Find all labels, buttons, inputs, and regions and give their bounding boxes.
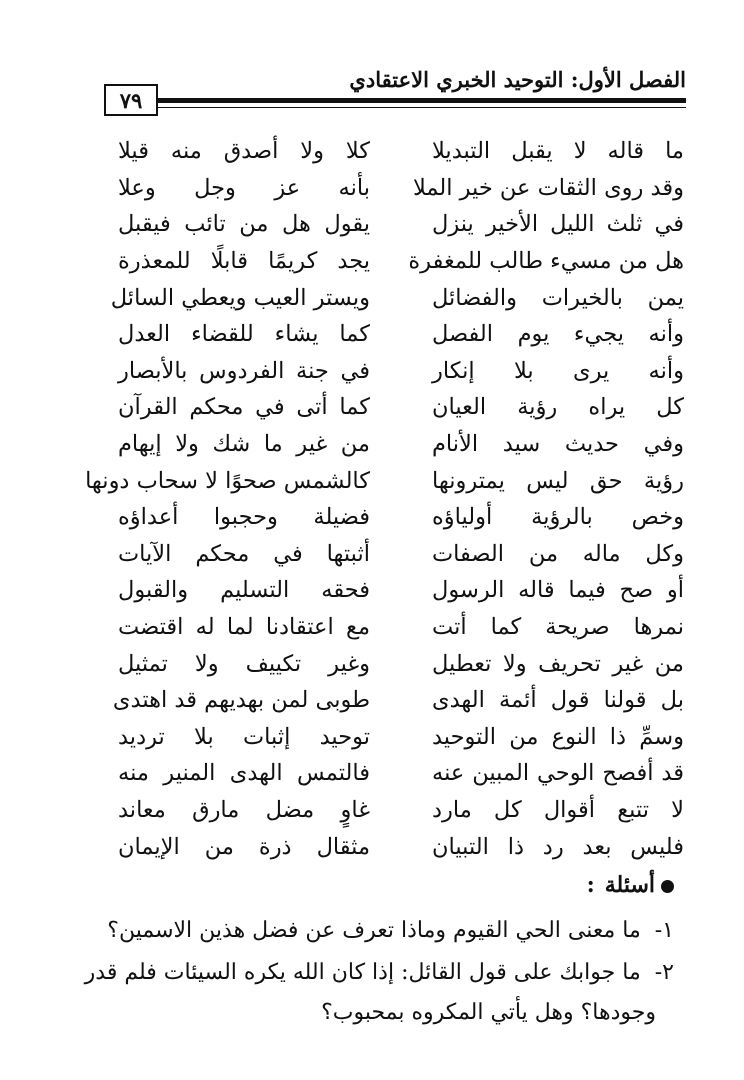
hemistich-left: توحيد إثبات بلا ترديد	[118, 723, 370, 750]
question-text: ما جوابك على قول القائل: إذا كان الله يكره السيئات فلم قدر	[84, 960, 641, 985]
hemistich-right: كل يراه رؤية العيان	[432, 394, 684, 421]
hemistich-left: مع اعتقادنا لما له اقتضت	[118, 614, 370, 641]
hemistich-right: بل قولنا قول أئمة الهدى	[432, 687, 684, 714]
question-1	[107, 918, 674, 943]
hemistich-left: فالتمس الهدى المنير منه	[118, 760, 370, 787]
header-rule-thin	[104, 107, 686, 108]
hemistich-right: وخص بالرؤية أولياؤه	[432, 504, 684, 531]
verse-row	[118, 316, 684, 353]
hemistich-right: هل من مسيء طالب للمغفرة	[408, 248, 684, 275]
question-number: ١-	[654, 918, 674, 943]
bullet-icon	[661, 880, 674, 893]
verse-row	[118, 206, 684, 243]
page-number: ٧٩	[104, 84, 158, 116]
verse-row	[118, 353, 684, 390]
poem	[85, 133, 684, 865]
hemistich-left: وغير تكييف ولا تمثيل	[118, 650, 370, 677]
hemistich-left: بأنه عز وجل وعلا	[118, 174, 370, 201]
question-2	[84, 960, 674, 985]
verse-row	[118, 719, 684, 756]
hemistich-left: يجد كريمًا قابلًا للمعذرة	[118, 248, 370, 275]
verse-row	[118, 170, 684, 207]
verse-row	[85, 462, 684, 499]
verse-row	[110, 279, 684, 316]
hemistich-left: كما أتى في محكم القرآن	[118, 394, 370, 421]
hemistich-left: طوبى لمن بهديهم قد اهتدى	[112, 687, 370, 714]
hemistich-left: كما يشاء للقضاء العدل	[118, 321, 370, 348]
header-rule-thick	[104, 98, 686, 103]
hemistich-left: فضيلة وحجبوا أعداؤه	[118, 504, 370, 531]
hemistich-right: وسمِّ ذا النوع من التوحيد	[432, 723, 684, 750]
verse-row	[118, 792, 684, 829]
hemistich-left: من غير ما شك ولا إيهام	[118, 431, 370, 458]
verse-row	[118, 389, 684, 426]
hemistich-left: في جنة الفردوس بالأبصار	[118, 357, 370, 384]
question-2-continuation: وجودها؟ وهل يأتي المكروه بمحبوب؟	[321, 1000, 656, 1025]
hemistich-right: نمرها صريحة كما أتت	[432, 614, 684, 641]
hemistich-right: وكل ماله من الصفات	[432, 540, 684, 567]
verse-row	[118, 572, 684, 609]
hemistich-right: وقد روى الثقات عن خير الملا	[412, 174, 684, 201]
verse-row	[118, 243, 684, 280]
questions-heading	[587, 872, 674, 898]
hemistich-right: من غير تحريف ولا تعطيل	[432, 650, 684, 677]
hemistich-right: وفي حديث سيد الأنام	[432, 431, 684, 458]
verse-row	[118, 133, 684, 170]
hemistich-left: يقول هل من تائب فيقبل	[118, 211, 370, 238]
verse-row	[118, 536, 684, 573]
hemistich-left: فحقه التسليم والقبول	[118, 577, 370, 604]
hemistich-right: وأنه يجيء يوم الفصل	[432, 321, 684, 348]
chapter-title: الفصل الأول: التوحيد الخبري الاعتقادي	[349, 67, 686, 92]
verse-row	[118, 499, 684, 536]
hemistich-right: أو صح فيما قاله الرسول	[432, 577, 684, 604]
question-number: ٢-	[654, 960, 674, 985]
verse-row	[118, 828, 684, 865]
hemistich-left: غاوٍ مضل مارق معاند	[118, 796, 370, 823]
hemistich-right: في ثلث الليل الأخير ينزل	[432, 211, 684, 238]
verse-row	[118, 645, 684, 682]
hemistich-right: رؤية حق ليس يمترونها	[432, 467, 684, 494]
hemistich-right: قد أفصح الوحي المبين عنه	[432, 760, 684, 787]
verse-row	[118, 609, 684, 646]
hemistich-right: ما قاله لا يقبل التبديلا	[432, 138, 684, 165]
questions-heading-colon: :	[586, 872, 595, 898]
hemistich-left: كالشمس صحوًا لا سحاب دونها	[85, 467, 370, 494]
hemistich-left: مثقال ذرة من الإيمان	[118, 833, 370, 860]
hemistich-right: يمن بالخيرات والفضائل	[432, 284, 684, 311]
hemistich-right: لا تتبع أقوال كل مارد	[432, 796, 684, 823]
verse-row	[112, 682, 684, 719]
hemistich-right: فليس بعد رد ذا التبيان	[432, 833, 684, 860]
verse-row	[118, 755, 684, 792]
questions-heading-text: أسئلة	[604, 872, 655, 898]
hemistich-right: وأنه يرى بلا إنكار	[432, 357, 684, 384]
hemistich-left: ويستر العيب ويعطي السائل	[110, 284, 370, 311]
hemistich-left: كلا ولا أصدق منه قيلا	[118, 138, 370, 165]
question-text: ما معنى الحي القيوم وماذا تعرف عن فضل هذين الاسمين؟	[107, 918, 641, 943]
hemistich-left: أثبتها في محكم الآيات	[118, 540, 370, 567]
verse-row	[118, 426, 684, 463]
